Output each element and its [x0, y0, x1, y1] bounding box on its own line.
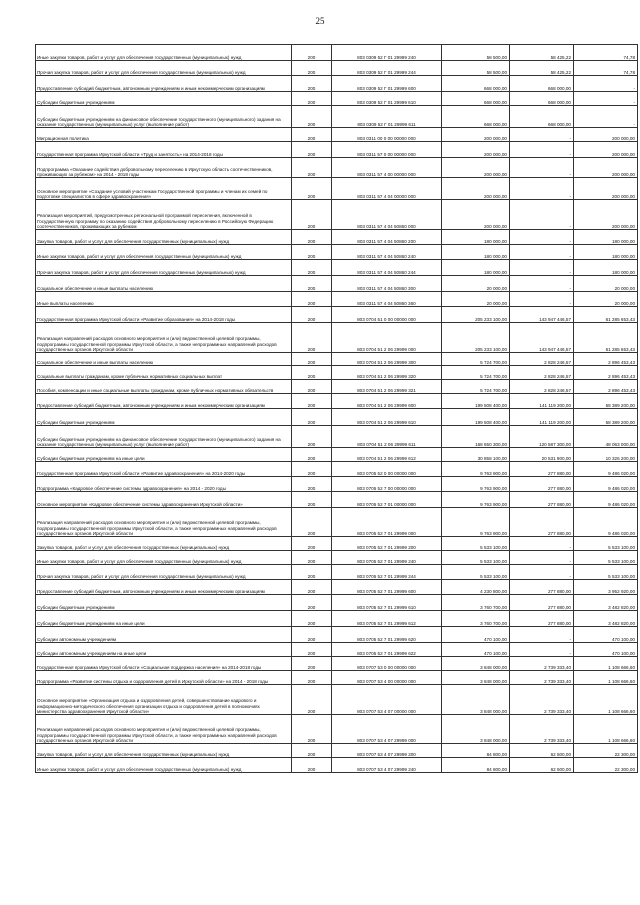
row-budget-code-cell: 803 0707 53 4 07 29999 000 — [332, 715, 442, 744]
row-approved-amount-cell: 180 000,00 — [442, 245, 510, 260]
table-row — [36, 744, 638, 758]
row-budget-code-cell: 803 0705 52 7 01 29999 622 — [332, 643, 442, 657]
row-budget-code-cell: 803 0705 52 7 01 00000 000 — [332, 492, 442, 508]
table-row — [36, 76, 638, 92]
row-budget-code-cell: 803 0705 52 7 01 29999 612 — [332, 611, 442, 627]
row-code-cell: 200 — [292, 106, 332, 128]
row-approved-amount-cell: 84 800,00 — [442, 758, 510, 773]
table-row — [36, 671, 638, 685]
row-approved-amount-cell: 5 724 700,00 — [442, 353, 510, 366]
table-row — [36, 45, 638, 61]
table-row — [36, 61, 638, 76]
row-code-cell: 200 — [292, 744, 332, 758]
row-approved-amount-cell: 5 724 700,00 — [442, 380, 510, 394]
row-budget-code-cell: 803 0311 00 0 00 00000 000 — [332, 128, 442, 142]
table-row — [36, 260, 638, 276]
row-approved-amount-cell: 3 760 700,00 — [442, 611, 510, 627]
row-code-cell: 200 — [292, 492, 332, 508]
row-executed-amount-cell: - — [510, 565, 574, 580]
row-budget-code-cell: 803 0311 57 4 04 50860 360 — [332, 292, 442, 307]
row-approved-amount-cell: 199 508 400,00 — [442, 409, 510, 426]
row-budget-code-cell: 803 0311 57 4 04 50860 244 — [332, 260, 442, 276]
row-code-cell: 200 — [292, 657, 332, 671]
row-budget-code-cell: 803 0311 57 4 04 50860 240 — [332, 245, 442, 260]
row-unexecuted-amount-cell: 2 896 453,43 — [574, 366, 638, 380]
row-unexecuted-amount-cell: - — [574, 92, 638, 106]
row-name-cell: Субсидии бюджетным учреждениям на финансовое обеспечение государственного (муниципального) задания на оказание государственных (муниципальных) услуг (выполнение работ) — [36, 106, 292, 128]
row-unexecuted-amount-cell: 22 300,00 — [574, 744, 638, 758]
page-number: 25 — [315, 16, 325, 26]
row-name-cell: Миграционная политика — [36, 128, 292, 142]
table-row — [36, 595, 638, 611]
row-name-cell: Реализация мероприятий, предусмотренных региональной программой переселения, включенной в Государственную программу по оказанию содействия добровольному переселению в Российскую Федерацию соотечественников, проживающих за рубежом — [36, 200, 292, 230]
row-budget-code-cell: 803 0704 51 2 06 29999 600 — [332, 394, 442, 409]
row-executed-amount-cell: 2 739 333,40 — [510, 671, 574, 685]
row-budget-code-cell: 803 0704 51 2 06 29999 300 — [332, 353, 442, 366]
row-name-cell: Государственная программа Иркутской области «Развитие образования» на 2014-2018 годы — [36, 307, 292, 323]
row-unexecuted-amount-cell: - — [574, 76, 638, 92]
row-name-cell: Прочая закупка товаров, работ и услуг для обеспечения государственных (муниципальных) нужд — [36, 565, 292, 580]
row-name-cell: Иные закупки товаров, работ и услуг для обеспечения государственных (муниципальных) нужд — [36, 245, 292, 260]
row-budget-code-cell: 803 0311 57 4 04 00000 000 — [332, 178, 442, 200]
row-unexecuted-amount-cell: 3 952 920,00 — [574, 580, 638, 595]
row-approved-amount-cell: 668 000,00 — [442, 106, 510, 128]
row-code-cell: 200 — [292, 551, 332, 565]
row-executed-amount-cell: - — [510, 260, 574, 276]
row-name-cell: Субсидии бюджетным учреждениям на иные цели — [36, 611, 292, 627]
row-approved-amount-cell: 205 233 100,00 — [442, 323, 510, 353]
row-code-cell: 200 — [292, 448, 332, 462]
row-approved-amount-cell: 5 533 100,00 — [442, 551, 510, 565]
row-unexecuted-amount-cell: 1 108 666,60 — [574, 671, 638, 685]
row-executed-amount-cell: - — [510, 537, 574, 551]
row-executed-amount-cell: - — [510, 551, 574, 565]
row-code-cell: 200 — [292, 715, 332, 744]
table-row — [36, 158, 638, 178]
row-name-cell: Закупка товаров, работ и услуг для обеспечения государственных (муниципальных) нужд — [36, 537, 292, 551]
row-unexecuted-amount-cell: 1 108 666,60 — [574, 685, 638, 715]
row-budget-code-cell: 803 0707 53 4 00 00000 000 — [332, 671, 442, 685]
row-executed-amount-cell: 143 947 446,57 — [510, 323, 574, 353]
row-code-cell: 200 — [292, 128, 332, 142]
row-approved-amount-cell: 30 858 100,00 — [442, 448, 510, 462]
row-budget-code-cell: 803 0705 52 7 00 00000 000 — [332, 477, 442, 492]
row-name-cell: Основное мероприятие «Кадровое обеспечение системы здравоохранения Иркутской области» — [36, 492, 292, 508]
row-budget-code-cell: 803 0311 57 4 04 50860 000 — [332, 200, 442, 230]
row-unexecuted-amount-cell: 74,78 — [574, 61, 638, 76]
table-row — [36, 565, 638, 580]
row-unexecuted-amount-cell: 20 000,00 — [574, 292, 638, 307]
row-name-cell: Закупка товаров, работ и услуг для обеспечения государственных (муниципальных) нужд — [36, 744, 292, 758]
row-approved-amount-cell: 200 000,00 — [442, 142, 510, 158]
row-approved-amount-cell: 58 500,00 — [442, 61, 510, 76]
row-budget-code-cell: 803 0705 52 7 01 29999 240 — [332, 551, 442, 565]
row-name-cell: Социальное обеспечение и иные выплаты населению — [36, 353, 292, 366]
row-name-cell: Предоставление субсидий бюджетным, автономным учреждениям и иным некоммерческим организациям — [36, 76, 292, 92]
row-unexecuted-amount-cell: 20 000,00 — [574, 276, 638, 292]
row-unexecuted-amount-cell: 200 000,00 — [574, 128, 638, 142]
row-budget-code-cell: 803 0309 52 Г 01 29999 240 — [332, 45, 442, 61]
row-executed-amount-cell: - — [510, 230, 574, 245]
row-executed-amount-cell: 277 880,00 — [510, 508, 574, 537]
row-approved-amount-cell: 4 230 800,00 — [442, 580, 510, 595]
row-code-cell: 200 — [292, 508, 332, 537]
row-code-cell: 200 — [292, 462, 332, 477]
row-unexecuted-amount-cell: 1 108 666,60 — [574, 657, 638, 671]
row-unexecuted-amount-cell: - — [574, 106, 638, 128]
row-code-cell: 200 — [292, 276, 332, 292]
row-approved-amount-cell: 668 000,00 — [442, 76, 510, 92]
row-approved-amount-cell: 3 848 000,00 — [442, 715, 510, 744]
row-budget-code-cell: 803 0704 51 2 06 29999 321 — [332, 380, 442, 394]
row-executed-amount-cell: - — [510, 158, 574, 178]
row-executed-amount-cell: 277 880,00 — [510, 462, 574, 477]
table-row — [36, 200, 638, 230]
row-unexecuted-amount-cell: 180 000,00 — [574, 245, 638, 260]
row-approved-amount-cell: 3 760 700,00 — [442, 595, 510, 611]
row-name-cell: Социальные выплаты гражданам, кроме публичных нормативных социальных выплат — [36, 366, 292, 380]
row-name-cell: Основное мероприятие «Создание условий участникам Государственной программы и членам их семей по подготовке специалистов в сфере здравоохранения» — [36, 178, 292, 200]
table-row — [36, 106, 638, 128]
table-body — [36, 45, 638, 773]
row-unexecuted-amount-cell: 200 000,00 — [574, 142, 638, 158]
row-unexecuted-amount-cell: 58 389 200,00 — [574, 394, 638, 409]
table-row — [36, 537, 638, 551]
row-name-cell: Прочая закупка товаров, работ и услуг для обеспечения государственных (муниципальных) нужд — [36, 61, 292, 76]
row-unexecuted-amount-cell: 180 000,00 — [574, 230, 638, 245]
row-name-cell: Подпрограмма «Развитие системы отдыха и оздоровления детей в Иркутской области» на 2014 - 2018 годы — [36, 671, 292, 685]
row-approved-amount-cell: 470 100,00 — [442, 627, 510, 643]
row-executed-amount-cell: 141 119 200,00 — [510, 409, 574, 426]
budget-table-container — [35, 44, 637, 773]
row-budget-code-cell: 803 0704 51 2 06 29999 611 — [332, 426, 442, 448]
row-executed-amount-cell: 58 425,22 — [510, 61, 574, 76]
row-approved-amount-cell: 180 000,00 — [442, 230, 510, 245]
row-name-cell: Предоставление субсидий бюджетным, автономным учреждениям и иным некоммерческим организациям — [36, 394, 292, 409]
table-row — [36, 230, 638, 245]
row-unexecuted-amount-cell: 200 000,00 — [574, 200, 638, 230]
row-executed-amount-cell: 20 531 900,00 — [510, 448, 574, 462]
row-executed-amount-cell: 62 500,00 — [510, 758, 574, 773]
row-unexecuted-amount-cell: 61 285 653,43 — [574, 323, 638, 353]
row-name-cell: Субсидии бюджетным учреждениям на финансовое обеспечение государственного (муниципального) задания на оказание государственных (муниципальных) услуг (выполнение работ) — [36, 426, 292, 448]
row-budget-code-cell: 803 0705 52 7 01 29999 600 — [332, 580, 442, 595]
row-budget-code-cell: 803 0705 52 7 01 29999 610 — [332, 595, 442, 611]
row-name-cell: Субсидии бюджетным учреждениям — [36, 92, 292, 106]
row-approved-amount-cell: 200 000,00 — [442, 178, 510, 200]
table-row — [36, 276, 638, 292]
row-executed-amount-cell: - — [510, 142, 574, 158]
row-executed-amount-cell: 277 880,00 — [510, 580, 574, 595]
row-budget-code-cell: 803 0705 52 7 01 29999 000 — [332, 508, 442, 537]
row-approved-amount-cell: 84 800,00 — [442, 744, 510, 758]
row-executed-amount-cell: 668 000,00 — [510, 76, 574, 92]
row-executed-amount-cell: 2 828 246,57 — [510, 366, 574, 380]
row-unexecuted-amount-cell: 3 482 820,00 — [574, 595, 638, 611]
row-code-cell: 200 — [292, 537, 332, 551]
row-budget-code-cell: 803 0704 51 0 00 00000 000 — [332, 307, 442, 323]
row-executed-amount-cell: - — [510, 200, 574, 230]
row-approved-amount-cell: 199 508 400,00 — [442, 394, 510, 409]
row-approved-amount-cell: 205 233 100,00 — [442, 307, 510, 323]
row-approved-amount-cell: 5 533 100,00 — [442, 565, 510, 580]
row-name-cell: Закупка товаров, работ и услуг для обеспечения государственных (муниципальных) нужд — [36, 230, 292, 245]
table-row — [36, 426, 638, 448]
row-approved-amount-cell: 58 500,00 — [442, 45, 510, 61]
row-approved-amount-cell: 200 000,00 — [442, 158, 510, 178]
table-row — [36, 627, 638, 643]
row-executed-amount-cell: 2 828 246,57 — [510, 353, 574, 366]
row-executed-amount-cell: 58 425,22 — [510, 45, 574, 61]
row-code-cell: 200 — [292, 671, 332, 685]
row-name-cell: Реализация направлений расходов основного мероприятия и (или) ведомственной целевой программы, подпрограммы государственной программы Иркутской области, а также непрограммных направлений расходов государственных органов Иркутской области — [36, 323, 292, 353]
row-approved-amount-cell: 9 763 900,00 — [442, 492, 510, 508]
row-budget-code-cell: 803 0311 57 4 00 00000 000 — [332, 158, 442, 178]
table-row — [36, 178, 638, 200]
table-row — [36, 758, 638, 773]
row-executed-amount-cell: - — [510, 292, 574, 307]
row-code-cell: 200 — [292, 158, 332, 178]
row-code-cell: 200 — [292, 394, 332, 409]
table-row — [36, 715, 638, 744]
row-code-cell: 200 — [292, 178, 332, 200]
row-executed-amount-cell: 2 739 333,40 — [510, 715, 574, 744]
row-name-cell: Субсидии бюджетным учреждениям — [36, 409, 292, 426]
row-unexecuted-amount-cell: 2 896 453,43 — [574, 353, 638, 366]
row-approved-amount-cell: 5 533 100,00 — [442, 537, 510, 551]
row-name-cell: Государственная программа Иркутской области «Развитие здравоохранения» на 2014-2020 годы — [36, 462, 292, 477]
row-budget-code-cell: 803 0704 51 2 06 29999 610 — [332, 409, 442, 426]
row-name-cell: Государственная программа Иркутской области «Труд и занятость» на 2014-2018 годы — [36, 142, 292, 158]
row-budget-code-cell: 803 0705 52 7 01 29999 620 — [332, 627, 442, 643]
row-approved-amount-cell: 200 000,00 — [442, 200, 510, 230]
row-code-cell: 200 — [292, 758, 332, 773]
row-unexecuted-amount-cell: 1 108 666,60 — [574, 715, 638, 744]
row-code-cell: 200 — [292, 92, 332, 106]
row-name-cell: Пособия, компенсации и иные социальные выплаты гражданам, кроме публичных нормативных обязательств — [36, 380, 292, 394]
row-code-cell: 200 — [292, 409, 332, 426]
row-budget-code-cell: 803 0311 57 4 04 50860 300 — [332, 276, 442, 292]
row-executed-amount-cell: 141 119 200,00 — [510, 394, 574, 409]
table-row — [36, 380, 638, 394]
row-budget-code-cell: 803 0705 52 0 00 00000 000 — [332, 462, 442, 477]
row-budget-code-cell: 803 0311 57 4 04 50860 200 — [332, 230, 442, 245]
row-name-cell: Государственная программа Иркутской области «Социальная поддержка населения» на 2014-2018 годы — [36, 657, 292, 671]
row-name-cell: Субсидии бюджетным учреждениям — [36, 595, 292, 611]
row-executed-amount-cell: 143 947 446,57 — [510, 307, 574, 323]
row-code-cell: 200 — [292, 595, 332, 611]
row-name-cell: Основное мероприятие «Организация отдыха и оздоровления детей, совершенствование кадрового и информационно-методического обеспечения организации отдыха и оздоровления детей в полномочиях министерства здравоохранения Иркутской области» — [36, 685, 292, 715]
row-approved-amount-cell: 20 000,00 — [442, 292, 510, 307]
table-row — [36, 657, 638, 671]
table-row — [36, 643, 638, 657]
row-name-cell: Субсидии бюджетным учреждениям на иные цели — [36, 448, 292, 462]
row-unexecuted-amount-cell: 74,78 — [574, 45, 638, 61]
row-executed-amount-cell: - — [510, 627, 574, 643]
table-row — [36, 409, 638, 426]
row-budget-code-cell: 803 0707 53 4 07 29999 240 — [332, 758, 442, 773]
row-approved-amount-cell: 3 848 000,00 — [442, 671, 510, 685]
table-row — [36, 245, 638, 260]
row-code-cell: 200 — [292, 323, 332, 353]
row-executed-amount-cell: 277 880,00 — [510, 595, 574, 611]
row-name-cell: Предоставление субсидий бюджетным, автономным учреждениям и иным некоммерческим организациям — [36, 580, 292, 595]
row-code-cell: 200 — [292, 477, 332, 492]
row-unexecuted-amount-cell: 22 300,00 — [574, 758, 638, 773]
row-unexecuted-amount-cell: 180 000,00 — [574, 260, 638, 276]
row-unexecuted-amount-cell: 5 533 100,00 — [574, 537, 638, 551]
row-code-cell: 200 — [292, 292, 332, 307]
row-name-cell: Иные выплаты населению — [36, 292, 292, 307]
row-budget-code-cell: 803 0704 51 2 06 29999 612 — [332, 448, 442, 462]
row-unexecuted-amount-cell: 2 896 453,43 — [574, 380, 638, 394]
row-executed-amount-cell: 277 880,00 — [510, 477, 574, 492]
row-budget-code-cell: 803 0309 52 Г 01 29999 610 — [332, 92, 442, 106]
row-unexecuted-amount-cell: 61 285 653,43 — [574, 307, 638, 323]
table-row — [36, 448, 638, 462]
row-approved-amount-cell: 9 763 900,00 — [442, 462, 510, 477]
row-name-cell: Социальное обеспечение и иные выплаты населению — [36, 276, 292, 292]
row-budget-code-cell: 803 0309 52 Г 01 29999 600 — [332, 76, 442, 92]
row-approved-amount-cell: 9 763 900,00 — [442, 508, 510, 537]
row-approved-amount-cell: 20 000,00 — [442, 276, 510, 292]
row-code-cell: 200 — [292, 307, 332, 323]
row-approved-amount-cell: 180 000,00 — [442, 260, 510, 276]
row-unexecuted-amount-cell: 470 100,00 — [574, 627, 638, 643]
row-name-cell: Прочая закупка товаров, работ и услуг для обеспечения государственных (муниципальных) нужд — [36, 260, 292, 276]
row-name-cell: Реализация направлений расходов основного мероприятия и (или) ведомственной целевой программы, подпрограммы государственной программы Иркутской области, а также непрограммных направлений расходов государственных органов Иркутской области — [36, 508, 292, 537]
row-code-cell: 200 — [292, 230, 332, 245]
table-row — [36, 366, 638, 380]
row-code-cell: 200 — [292, 643, 332, 657]
row-budget-code-cell: 803 0704 51 2 06 29999 320 — [332, 366, 442, 380]
row-code-cell: 200 — [292, 45, 332, 61]
table-row — [36, 508, 638, 537]
row-code-cell: 200 — [292, 61, 332, 76]
row-unexecuted-amount-cell: 9 486 020,00 — [574, 462, 638, 477]
row-code-cell: 200 — [292, 260, 332, 276]
table-row — [36, 323, 638, 353]
row-code-cell: 200 — [292, 380, 332, 394]
table-row — [36, 462, 638, 477]
row-budget-code-cell: 803 0704 51 2 06 29999 000 — [332, 323, 442, 353]
row-code-cell: 200 — [292, 366, 332, 380]
row-code-cell: 200 — [292, 565, 332, 580]
row-unexecuted-amount-cell: 9 486 020,00 — [574, 492, 638, 508]
row-executed-amount-cell: 668 000,00 — [510, 106, 574, 128]
table-row — [36, 394, 638, 409]
row-code-cell: 200 — [292, 76, 332, 92]
row-code-cell: 200 — [292, 142, 332, 158]
row-budget-code-cell: 803 0707 53 0 00 00000 000 — [332, 657, 442, 671]
row-unexecuted-amount-cell: 9 486 020,00 — [574, 508, 638, 537]
row-executed-amount-cell: - — [510, 643, 574, 657]
row-executed-amount-cell: - — [510, 245, 574, 260]
row-approved-amount-cell: 9 763 900,00 — [442, 477, 510, 492]
row-budget-code-cell: 803 0707 53 4 07 00000 000 — [332, 685, 442, 715]
row-unexecuted-amount-cell: 9 486 020,00 — [574, 477, 638, 492]
table-row — [36, 477, 638, 492]
row-unexecuted-amount-cell: 3 482 820,00 — [574, 611, 638, 627]
row-executed-amount-cell: 277 880,00 — [510, 611, 574, 627]
row-budget-code-cell: 803 0705 52 7 01 29999 200 — [332, 537, 442, 551]
row-code-cell: 200 — [292, 245, 332, 260]
row-budget-code-cell: 803 0309 52 Г 01 29999 244 — [332, 61, 442, 76]
row-name-cell: Иные закупки товаров, работ и услуг для обеспечения государственных (муниципальных) нужд — [36, 758, 292, 773]
row-executed-amount-cell: - — [510, 276, 574, 292]
row-code-cell: 200 — [292, 611, 332, 627]
row-executed-amount-cell: 2 739 333,40 — [510, 685, 574, 715]
table-row — [36, 492, 638, 508]
row-name-cell: Подпрограмма «Кадровое обеспечение системы здравоохранения» на 2014 - 2020 годы — [36, 477, 292, 492]
row-executed-amount-cell: - — [510, 178, 574, 200]
table-row — [36, 92, 638, 106]
row-executed-amount-cell: 277 880,00 — [510, 492, 574, 508]
row-approved-amount-cell: 470 100,00 — [442, 643, 510, 657]
row-code-cell: 200 — [292, 580, 332, 595]
row-budget-code-cell: 803 0707 53 4 07 29999 200 — [332, 744, 442, 758]
row-unexecuted-amount-cell: 48 063 000,00 — [574, 426, 638, 448]
row-code-cell: 200 — [292, 200, 332, 230]
row-executed-amount-cell: 62 500,00 — [510, 744, 574, 758]
row-unexecuted-amount-cell: 58 389 200,00 — [574, 409, 638, 426]
row-approved-amount-cell: 168 650 300,00 — [442, 426, 510, 448]
table-row — [36, 292, 638, 307]
row-unexecuted-amount-cell: 5 533 100,00 — [574, 565, 638, 580]
row-budget-code-cell: 803 0311 57 0 00 00000 000 — [332, 142, 442, 158]
table-row — [36, 307, 638, 323]
row-code-cell: 200 — [292, 627, 332, 643]
table-row — [36, 353, 638, 366]
row-name-cell: Иные закупки товаров, работ и услуг для обеспечения государственных (муниципальных) нужд — [36, 551, 292, 565]
row-budget-code-cell: 803 0309 52 Г 01 29999 611 — [332, 106, 442, 128]
row-unexecuted-amount-cell: 5 533 100,00 — [574, 551, 638, 565]
row-unexecuted-amount-cell: 200 000,00 — [574, 178, 638, 200]
table-row — [36, 142, 638, 158]
row-executed-amount-cell: 2 739 333,40 — [510, 657, 574, 671]
row-unexecuted-amount-cell: 470 100,00 — [574, 643, 638, 657]
row-name-cell: Иные закупки товаров, работ и услуг для обеспечения государственных (муниципальных) нужд — [36, 45, 292, 61]
row-approved-amount-cell: 3 848 000,00 — [442, 657, 510, 671]
row-unexecuted-amount-cell: 200 000,00 — [574, 158, 638, 178]
budget-execution-table — [35, 44, 638, 773]
row-name-cell: Субсидии автономным учреждениям — [36, 627, 292, 643]
row-executed-amount-cell: 668 000,00 — [510, 92, 574, 106]
row-unexecuted-amount-cell: 10 326 200,00 — [574, 448, 638, 462]
row-executed-amount-cell: 120 587 300,00 — [510, 426, 574, 448]
row-name-cell: Реализация направлений расходов основного мероприятия и (или) ведомственной целевой программы, подпрограммы государственной программы Иркутской области, а также непрограммных направлений расходов государственных органов Иркутской области — [36, 715, 292, 744]
row-code-cell: 200 — [292, 685, 332, 715]
row-executed-amount-cell: 2 828 246,57 — [510, 380, 574, 394]
table-row — [36, 685, 638, 715]
row-code-cell: 200 — [292, 353, 332, 366]
row-approved-amount-cell: 200 000,00 — [442, 128, 510, 142]
row-approved-amount-cell: 3 848 000,00 — [442, 685, 510, 715]
table-row — [36, 128, 638, 142]
table-row — [36, 551, 638, 565]
row-executed-amount-cell: - — [510, 128, 574, 142]
row-budget-code-cell: 803 0705 52 7 01 29999 244 — [332, 565, 442, 580]
row-code-cell: 200 — [292, 426, 332, 448]
row-approved-amount-cell: 668 000,00 — [442, 92, 510, 106]
row-name-cell: Подпрограмма «Оказание содействия добровольному переселению в Иркутскую область соотечественников, проживающих за рубежом» на 2014 - 2018 годы — [36, 158, 292, 178]
table-row — [36, 611, 638, 627]
row-name-cell: Субсидии автономным учреждениям на иные цели — [36, 643, 292, 657]
row-approved-amount-cell: 5 724 700,00 — [442, 366, 510, 380]
table-row — [36, 580, 638, 595]
